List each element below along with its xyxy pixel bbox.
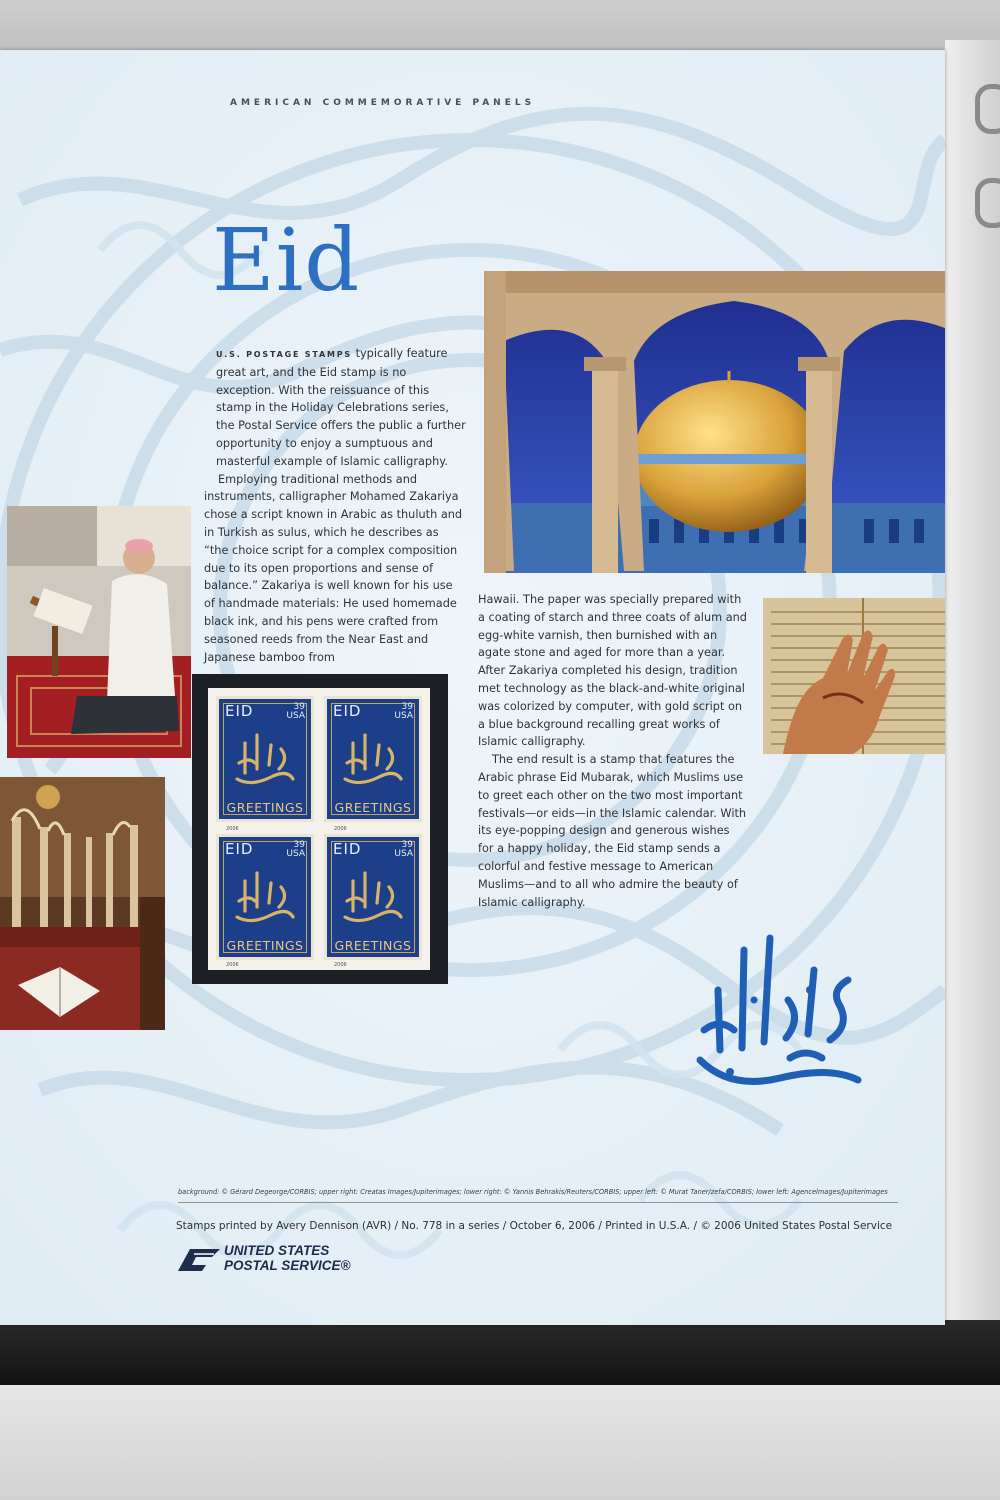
printing-info: Stamps printed by Avery Dennison (AVR) / No. 778 in a series / October 6, 2006 / Printed in U.S.A. / © 2006 United States Postal Service (176, 1220, 893, 1232)
paragraph-intro (204, 345, 466, 471)
binder-page-edge (945, 40, 1000, 1340)
usps-logo (176, 1243, 366, 1279)
stamp-label: EID (333, 702, 362, 720)
stamp-greeting: GREETINGS (226, 938, 304, 953)
eid-stamp (216, 834, 314, 960)
stamp-year: 2006 (334, 826, 347, 832)
stamp-value: 39 (293, 702, 305, 712)
calligraphy-text (740, 1090, 744, 1091)
stamp-calligraphy-icon (339, 729, 407, 791)
series-title: AMERICAN COMMEMORATIVE PANELS (230, 98, 536, 108)
photo-man-reading (7, 506, 191, 758)
stamp-label: EID (333, 840, 362, 858)
stamp-denomination (286, 703, 305, 721)
divider-line (178, 1202, 898, 1203)
paragraph-text: typically feature great art, and the Eid stamp is no exception. With the reissuance of this stamp in the Holiday Celebrations series, the Postal Service offers the public a further opportunity to enjoy a sumptuous and masterful example of Islamic calligraphy. (216, 347, 466, 468)
stamp-year: 2006 (334, 962, 347, 968)
usps-line1: UNITED STATES (224, 1243, 330, 1258)
stamp-greeting: GREETINGS (226, 800, 304, 815)
commemorative-panel (0, 50, 945, 1325)
stamp-label: EID (225, 702, 254, 720)
binder-spine (0, 1320, 1000, 1390)
eagle-logo-icon (176, 1245, 220, 1275)
stamp-year: 2006 (226, 962, 239, 968)
stamp-year: 2006 (226, 826, 239, 832)
eid-mubarak-calligraphy (690, 930, 870, 1100)
stamp-value: 39 (401, 840, 413, 850)
photo-dome-of-the-rock (484, 271, 945, 573)
text-column-right (478, 591, 748, 911)
stamp-denomination (286, 841, 305, 859)
paragraph-paper: Hawaii. The paper was specially prepared with a coating of starch and three coats of alum and egg-white varnish, then burnished with an agate stone and aged for more than a year. After Zakariya completed his design, tradition met technology as the black-and-white original was colorized by computer, with gold script on a blue background recalling great works of Islamic calligraphy. (478, 593, 747, 749)
table-surface (0, 1385, 1000, 1500)
stamp-greeting: GREETINGS (334, 938, 412, 953)
text-column-left (204, 345, 466, 666)
stamp-denomination (394, 841, 413, 859)
stamp-block (192, 674, 448, 984)
stamp-calligraphy-icon (231, 867, 299, 929)
binder-ring (975, 84, 1000, 134)
stamp-value: 39 (401, 702, 413, 712)
stamp-label: EID (225, 840, 254, 858)
panel-title: Eid (212, 211, 361, 311)
stamp-sheet (208, 688, 430, 970)
stamp-calligraphy-icon (339, 867, 407, 929)
photo-hand-on-manuscript (763, 598, 945, 754)
stamp-calligraphy-icon (231, 729, 299, 791)
stamp-country: USA (286, 711, 305, 721)
usps-wordmark (224, 1243, 350, 1273)
stamp-country: USA (286, 849, 305, 859)
lead-in: U.S. POSTAGE STAMPS (216, 350, 352, 359)
paragraph-calligrapher: Employing traditional methods and instruments, calligrapher Mohamed Zakariya chose a script known in Arabic as thuluth and in Turkish as sulus, which he describes as “the choice script for a complex composition due to its open proportions and sense of balance.” Zakariya is well known for his use of handmade materials: He used homemade black ink, and his pens were crafted from seasoned reeds from the Near East and Japanese bamboo from (204, 472, 463, 664)
photo-credits: background: © Gérard Degeorge/CORBIS; upper right: Creatas Images/Jupiterimages; lower right: © Yannis Behrakis/Reuters/CORBIS; upper left: © Murat Taner/zefa/CORBIS; lower left: Agencelmages/Jupiterimages (178, 1188, 888, 1196)
eid-stamp (216, 696, 314, 822)
stamp-denomination (394, 703, 413, 721)
stamp-greeting: GREETINGS (334, 800, 412, 815)
paragraph-end-result: The end result is a stamp that features the Arabic phrase Eid Mubarak, which Muslims use to greet each other on the two most important festivals—or eids—in the Islamic calendar. With its eye-popping design and generous wishes for a happy holiday, the Eid stamp sends a colorful and festive message to American Muslims—and to all who admire the beauty of Islamic calligraphy. (478, 753, 747, 909)
stamp-value: 39 (293, 840, 305, 850)
binder-ring (975, 178, 1000, 228)
eid-stamp (324, 696, 422, 822)
photo-mosque-interior (0, 777, 165, 1030)
usps-line2: POSTAL SERVICE® (224, 1258, 351, 1273)
stamp-country: USA (394, 711, 413, 721)
eid-stamp (324, 834, 422, 960)
stamp-country: USA (394, 849, 413, 859)
